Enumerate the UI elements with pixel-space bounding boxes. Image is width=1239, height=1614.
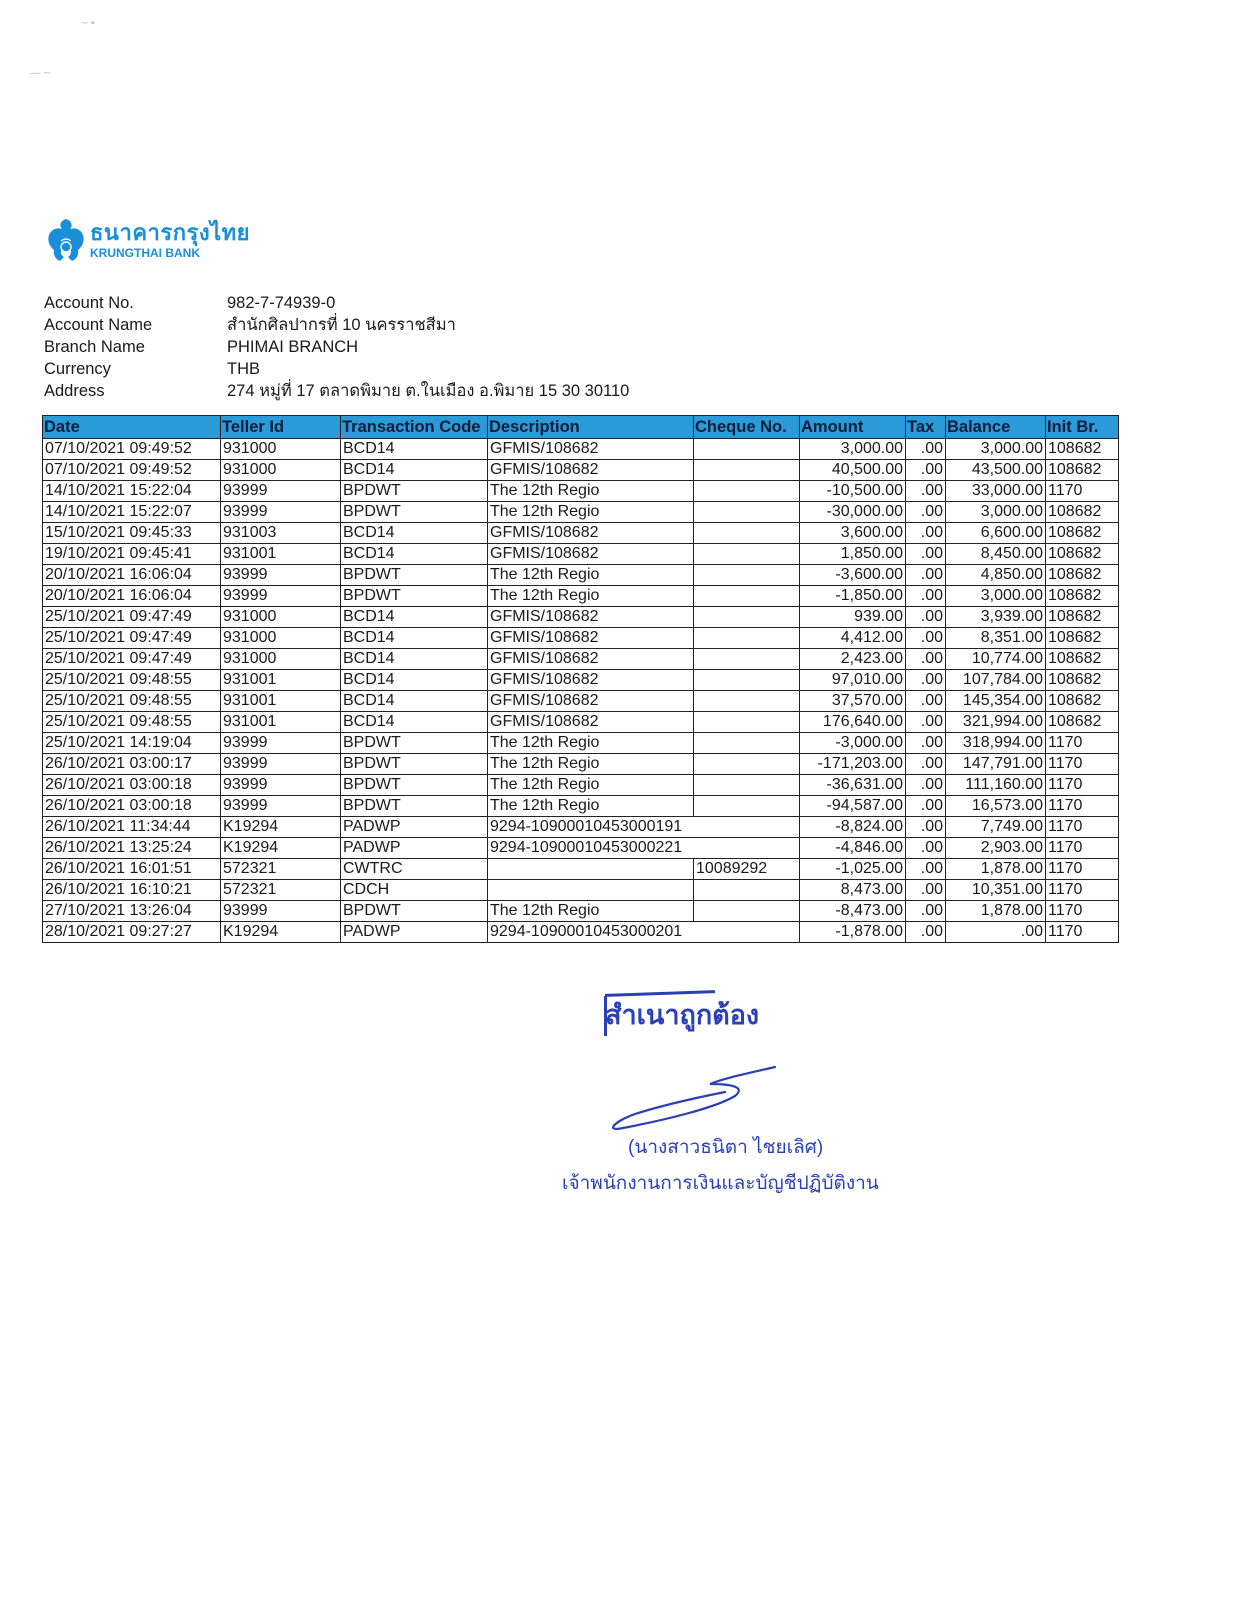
cell-date: 26/10/2021 03:00:18	[43, 775, 221, 796]
bank-logo	[46, 217, 250, 263]
column-header-tax: Tax	[906, 416, 946, 439]
cell-transaction-code: BCD14	[341, 544, 488, 565]
cell-balance: 10,351.00	[946, 880, 1046, 901]
cell-init-br: 1170	[1046, 775, 1119, 796]
column-header-transaction-code: Transaction Code	[341, 416, 488, 439]
handwritten-signature	[605, 1062, 785, 1137]
cell-balance: 3,000.00	[946, 586, 1046, 607]
cell-tax: .00	[906, 712, 946, 733]
table-row	[43, 649, 1119, 670]
cell-balance: 16,573.00	[946, 796, 1046, 817]
cell-transaction-code: CWTRC	[341, 859, 488, 880]
cell-amount: 97,010.00	[800, 670, 906, 691]
cell-date: 19/10/2021 09:45:41	[43, 544, 221, 565]
cell-transaction-code: BPDWT	[341, 733, 488, 754]
cell-amount: -8,473.00	[800, 901, 906, 922]
table-row	[43, 838, 1119, 859]
cell-cheque-no	[694, 502, 800, 523]
cell-teller-id: 93999	[221, 565, 341, 586]
table-row	[43, 880, 1119, 901]
cell-tax: .00	[906, 649, 946, 670]
cell-cheque-no	[694, 481, 800, 502]
cell-transaction-code: BCD14	[341, 670, 488, 691]
cell-tax: .00	[906, 838, 946, 859]
address-value: 274 หมู่ที่ 17 ตลาดพิมาย ต.ในเมือง อ.พิมาย 15 30 30110	[227, 382, 630, 400]
cell-tax: .00	[906, 859, 946, 880]
cell-init-br: 1170	[1046, 838, 1119, 859]
cell-description: GFMIS/108682	[488, 460, 694, 481]
cell-tax: .00	[906, 922, 946, 943]
cell-description: The 12th Regio	[488, 796, 694, 817]
cell-cheque-no	[694, 460, 800, 481]
cell-teller-id: 93999	[221, 754, 341, 775]
cell-teller-id: 572321	[221, 880, 341, 901]
account-name-row	[44, 314, 629, 336]
branch-name-row	[44, 336, 629, 358]
account-name-value: สำนักศิลปากรที่ 10 นครราชสีมา	[227, 316, 456, 334]
account-name-label: Account Name	[44, 316, 153, 334]
table-row	[43, 439, 1119, 460]
cell-amount: 3,600.00	[800, 523, 906, 544]
cell-transaction-code: BCD14	[341, 460, 488, 481]
cell-transaction-code: BPDWT	[341, 754, 488, 775]
certified-copy-stamp: สำเนาถูกต้อง	[605, 1000, 760, 1030]
cell-teller-id: 93999	[221, 502, 341, 523]
branch-name-label: Branch Name	[44, 338, 145, 356]
cell-amount: -3,600.00	[800, 565, 906, 586]
cell-teller-id: K19294	[221, 922, 341, 943]
cell-transaction-code: BPDWT	[341, 502, 488, 523]
cell-date: 25/10/2021 09:47:49	[43, 628, 221, 649]
cell-tax: .00	[906, 817, 946, 838]
cell-transaction-code: BPDWT	[341, 586, 488, 607]
cell-teller-id: 572321	[221, 859, 341, 880]
cell-cheque-no	[694, 607, 800, 628]
cell-tax: .00	[906, 586, 946, 607]
cell-date: 20/10/2021 16:06:04	[43, 565, 221, 586]
cell-tax: .00	[906, 796, 946, 817]
cell-init-br: 108682	[1046, 439, 1119, 460]
cell-teller-id: 931001	[221, 712, 341, 733]
cell-tax: .00	[906, 754, 946, 775]
cell-amount: 37,570.00	[800, 691, 906, 712]
cell-cheque-no	[694, 712, 800, 733]
cell-description: The 12th Regio	[488, 733, 694, 754]
cell-amount: -1,878.00	[800, 922, 906, 943]
cell-transaction-code: BPDWT	[341, 481, 488, 502]
cell-cheque-no	[694, 754, 800, 775]
cell-amount: -4,846.00	[800, 838, 906, 859]
cell-teller-id: 93999	[221, 733, 341, 754]
currency-label: Currency	[44, 360, 111, 378]
cell-cheque-no	[694, 439, 800, 460]
cell-amount: 4,412.00	[800, 628, 906, 649]
column-header-cheque-no: Cheque No.	[694, 416, 800, 439]
cell-balance: 147,791.00	[946, 754, 1046, 775]
cell-description: GFMIS/108682	[488, 670, 694, 691]
cell-amount: -94,587.00	[800, 796, 906, 817]
cell-tax: .00	[906, 670, 946, 691]
cell-cheque-no	[694, 733, 800, 754]
bank-name-thai: ธนาคารกรุงไทย	[90, 219, 251, 245]
cell-tax: .00	[906, 775, 946, 796]
table-row	[43, 922, 1119, 943]
column-header-balance: Balance	[946, 416, 1046, 439]
cell-tax: .00	[906, 691, 946, 712]
cell-balance: 43,500.00	[946, 460, 1046, 481]
cell-init-br: 108682	[1046, 670, 1119, 691]
cell-init-br: 1170	[1046, 859, 1119, 880]
cell-description: GFMIS/108682	[488, 607, 694, 628]
cell-init-br: 1170	[1046, 880, 1119, 901]
cell-date: 26/10/2021 03:00:17	[43, 754, 221, 775]
cell-balance: 10,774.00	[946, 649, 1046, 670]
cell-cheque-no	[694, 796, 800, 817]
account-info	[44, 292, 629, 402]
cell-balance: 8,351.00	[946, 628, 1046, 649]
cell-tax: .00	[906, 628, 946, 649]
cell-date: 28/10/2021 09:27:27	[43, 922, 221, 943]
account-number-row	[44, 292, 629, 314]
cell-date: 26/10/2021 16:10:21	[43, 880, 221, 901]
scan-speck: ∼ •	[80, 18, 95, 29]
cell-transaction-code: PADWP	[341, 817, 488, 838]
cell-cheque-no	[694, 565, 800, 586]
cell-tax: .00	[906, 439, 946, 460]
cell-tax: .00	[906, 523, 946, 544]
transaction-table	[42, 415, 1119, 943]
cell-balance: 318,994.00	[946, 733, 1046, 754]
cell-balance: 2,903.00	[946, 838, 1046, 859]
cell-description: The 12th Regio	[488, 775, 694, 796]
cell-init-br: 108682	[1046, 691, 1119, 712]
cell-amount: -10,500.00	[800, 481, 906, 502]
cell-transaction-code: PADWP	[341, 922, 488, 943]
cell-amount: 1,850.00	[800, 544, 906, 565]
cell-tax: .00	[906, 880, 946, 901]
cell-init-br: 1170	[1046, 796, 1119, 817]
cell-description: The 12th Regio	[488, 754, 694, 775]
cell-date: 26/10/2021 11:34:44	[43, 817, 221, 838]
signer-title: เจ้าพนักงานการเงินและบัญชีปฏิบัติงาน	[562, 1173, 879, 1194]
table-row	[43, 523, 1119, 544]
table-row	[43, 817, 1119, 838]
cell-amount: 3,000.00	[800, 439, 906, 460]
cell-transaction-code: BCD14	[341, 712, 488, 733]
cell-amount: -171,203.00	[800, 754, 906, 775]
table-row	[43, 565, 1119, 586]
cell-balance: 1,878.00	[946, 859, 1046, 880]
garuda-bird-icon	[46, 217, 86, 263]
column-header-init-br: Init Br.	[1046, 416, 1119, 439]
column-header-date: Date	[43, 416, 221, 439]
cell-transaction-code: BPDWT	[341, 565, 488, 586]
cell-init-br: 1170	[1046, 754, 1119, 775]
table-row	[43, 691, 1119, 712]
cell-date: 25/10/2021 09:48:55	[43, 670, 221, 691]
cell-date: 25/10/2021 09:48:55	[43, 691, 221, 712]
cell-description: 9294-10900010453000221	[488, 838, 800, 859]
cell-date: 26/10/2021 13:25:24	[43, 838, 221, 859]
cell-amount: 8,473.00	[800, 880, 906, 901]
cell-balance: 145,354.00	[946, 691, 1046, 712]
cell-description: The 12th Regio	[488, 586, 694, 607]
cell-teller-id: 931000	[221, 649, 341, 670]
cell-balance: 3,939.00	[946, 607, 1046, 628]
cell-balance: 8,450.00	[946, 544, 1046, 565]
branch-name-value: PHIMAI BRANCH	[227, 338, 359, 356]
cell-date: 25/10/2021 09:47:49	[43, 607, 221, 628]
cell-tax: .00	[906, 901, 946, 922]
cell-balance: 321,994.00	[946, 712, 1046, 733]
cell-transaction-code: BCD14	[341, 649, 488, 670]
cell-transaction-code: BCD14	[341, 607, 488, 628]
cell-description: The 12th Regio	[488, 565, 694, 586]
table-row	[43, 712, 1119, 733]
table-row	[43, 607, 1119, 628]
cell-transaction-code: PADWP	[341, 838, 488, 859]
cell-tax: .00	[906, 733, 946, 754]
cell-init-br: 1170	[1046, 481, 1119, 502]
cell-init-br: 108682	[1046, 565, 1119, 586]
cell-tax: .00	[906, 502, 946, 523]
account-number-value: 982-7-74939-0	[227, 294, 336, 312]
cell-init-br: 1170	[1046, 922, 1119, 943]
cell-amount: 2,423.00	[800, 649, 906, 670]
cell-tax: .00	[906, 544, 946, 565]
cell-transaction-code: BPDWT	[341, 901, 488, 922]
cell-description: GFMIS/108682	[488, 691, 694, 712]
cell-init-br: 108682	[1046, 649, 1119, 670]
cell-amount: -1,850.00	[800, 586, 906, 607]
cell-date: 25/10/2021 14:19:04	[43, 733, 221, 754]
cell-init-br: 108682	[1046, 460, 1119, 481]
table-row	[43, 586, 1119, 607]
cell-date: 20/10/2021 16:06:04	[43, 586, 221, 607]
cell-amount: -36,631.00	[800, 775, 906, 796]
cell-teller-id: K19294	[221, 838, 341, 859]
cell-balance: 4,850.00	[946, 565, 1046, 586]
bank-name-english: KRUNGTHAI BANK	[90, 245, 200, 260]
cell-description: 9294-10900010453000191	[488, 817, 800, 838]
cell-init-br: 108682	[1046, 712, 1119, 733]
cell-date: 14/10/2021 15:22:07	[43, 502, 221, 523]
cell-description: The 12th Regio	[488, 481, 694, 502]
cell-teller-id: 931000	[221, 607, 341, 628]
cell-amount: -30,000.00	[800, 502, 906, 523]
cell-cheque-no	[694, 586, 800, 607]
cell-balance: 3,000.00	[946, 439, 1046, 460]
table-row	[43, 628, 1119, 649]
cell-description: 9294-10900010453000201	[488, 922, 800, 943]
currency-row	[44, 358, 629, 380]
table-row	[43, 733, 1119, 754]
table-row	[43, 775, 1119, 796]
cell-balance: .00	[946, 922, 1046, 943]
cell-date: 07/10/2021 09:49:52	[43, 439, 221, 460]
cell-init-br: 108682	[1046, 628, 1119, 649]
address-label: Address	[44, 382, 105, 400]
table-row	[43, 901, 1119, 922]
cell-transaction-code: BCD14	[341, 523, 488, 544]
cell-cheque-no	[694, 523, 800, 544]
column-header-amount: Amount	[800, 416, 906, 439]
cell-teller-id: 931001	[221, 691, 341, 712]
cell-teller-id: 93999	[221, 796, 341, 817]
cell-teller-id: 931003	[221, 523, 341, 544]
column-header-teller-id: Teller Id	[221, 416, 341, 439]
cell-amount: 40,500.00	[800, 460, 906, 481]
transaction-rows	[43, 439, 1119, 943]
cell-amount: -1,025.00	[800, 859, 906, 880]
address-row	[44, 380, 629, 402]
table-row	[43, 796, 1119, 817]
cell-description: GFMIS/108682	[488, 439, 694, 460]
account-number-label: Account No.	[44, 294, 134, 312]
table-row	[43, 859, 1119, 880]
cell-date: 14/10/2021 15:22:04	[43, 481, 221, 502]
column-header-description: Description	[488, 416, 694, 439]
cell-date: 15/10/2021 09:45:33	[43, 523, 221, 544]
cell-cheque-no	[694, 775, 800, 796]
table-row	[43, 544, 1119, 565]
currency-value: THB	[227, 360, 260, 378]
cell-amount: -8,824.00	[800, 817, 906, 838]
cell-description: GFMIS/108682	[488, 712, 694, 733]
cell-description: The 12th Regio	[488, 502, 694, 523]
cell-balance: 33,000.00	[946, 481, 1046, 502]
cell-balance: 1,878.00	[946, 901, 1046, 922]
cell-date: 26/10/2021 03:00:18	[43, 796, 221, 817]
table-row	[43, 481, 1119, 502]
cell-transaction-code: CDCH	[341, 880, 488, 901]
cell-transaction-code: BCD14	[341, 691, 488, 712]
cell-tax: .00	[906, 565, 946, 586]
cell-teller-id: 931000	[221, 628, 341, 649]
cell-init-br: 1170	[1046, 817, 1119, 838]
cell-description: The 12th Regio	[488, 901, 694, 922]
cell-date: 26/10/2021 16:01:51	[43, 859, 221, 880]
cell-description	[488, 859, 694, 880]
cell-description: GFMIS/108682	[488, 628, 694, 649]
cell-description: GFMIS/108682	[488, 523, 694, 544]
table-row	[43, 754, 1119, 775]
cell-teller-id: 93999	[221, 481, 341, 502]
cell-amount: 939.00	[800, 607, 906, 628]
cell-balance: 6,600.00	[946, 523, 1046, 544]
cell-tax: .00	[906, 481, 946, 502]
cell-transaction-code: BCD14	[341, 439, 488, 460]
cell-init-br: 108682	[1046, 586, 1119, 607]
cell-balance: 3,000.00	[946, 502, 1046, 523]
cell-tax: .00	[906, 607, 946, 628]
cell-cheque-no	[694, 649, 800, 670]
cell-description	[488, 880, 694, 901]
cell-transaction-code: BPDWT	[341, 796, 488, 817]
cell-tax: .00	[906, 460, 946, 481]
table-row	[43, 670, 1119, 691]
cell-description: GFMIS/108682	[488, 544, 694, 565]
cell-balance: 107,784.00	[946, 670, 1046, 691]
cell-amount: -3,000.00	[800, 733, 906, 754]
table-row	[43, 460, 1119, 481]
cell-init-br: 1170	[1046, 733, 1119, 754]
cell-cheque-no	[694, 628, 800, 649]
cell-teller-id: 931000	[221, 460, 341, 481]
cell-teller-id: K19294	[221, 817, 341, 838]
cell-cheque-no	[694, 691, 800, 712]
cell-init-br: 1170	[1046, 901, 1119, 922]
cell-teller-id: 93999	[221, 775, 341, 796]
cell-balance: 7,749.00	[946, 817, 1046, 838]
cell-teller-id: 931000	[221, 439, 341, 460]
cell-init-br: 108682	[1046, 523, 1119, 544]
cell-init-br: 108682	[1046, 544, 1119, 565]
cell-description: GFMIS/108682	[488, 649, 694, 670]
cell-balance: 111,160.00	[946, 775, 1046, 796]
cell-date: 25/10/2021 09:48:55	[43, 712, 221, 733]
cell-date: 07/10/2021 09:49:52	[43, 460, 221, 481]
cell-transaction-code: BPDWT	[341, 775, 488, 796]
scan-speck: — ∼	[30, 68, 52, 79]
table-row	[43, 502, 1119, 523]
cell-teller-id: 931001	[221, 670, 341, 691]
cell-teller-id: 931001	[221, 544, 341, 565]
cell-cheque-no	[694, 880, 800, 901]
cell-date: 25/10/2021 09:47:49	[43, 649, 221, 670]
signer-name: (นางสาวธนิตา ไชยเลิศ)	[628, 1137, 824, 1158]
cell-transaction-code: BCD14	[341, 628, 488, 649]
cell-cheque-no	[694, 901, 800, 922]
cell-date: 27/10/2021 13:26:04	[43, 901, 221, 922]
cell-cheque-no: 10089292	[694, 859, 800, 880]
cell-init-br: 108682	[1046, 502, 1119, 523]
cell-teller-id: 93999	[221, 901, 341, 922]
cell-teller-id: 93999	[221, 586, 341, 607]
table-header-row	[43, 416, 1119, 439]
cell-cheque-no	[694, 544, 800, 565]
cell-cheque-no	[694, 670, 800, 691]
cell-init-br: 108682	[1046, 607, 1119, 628]
cell-amount: 176,640.00	[800, 712, 906, 733]
